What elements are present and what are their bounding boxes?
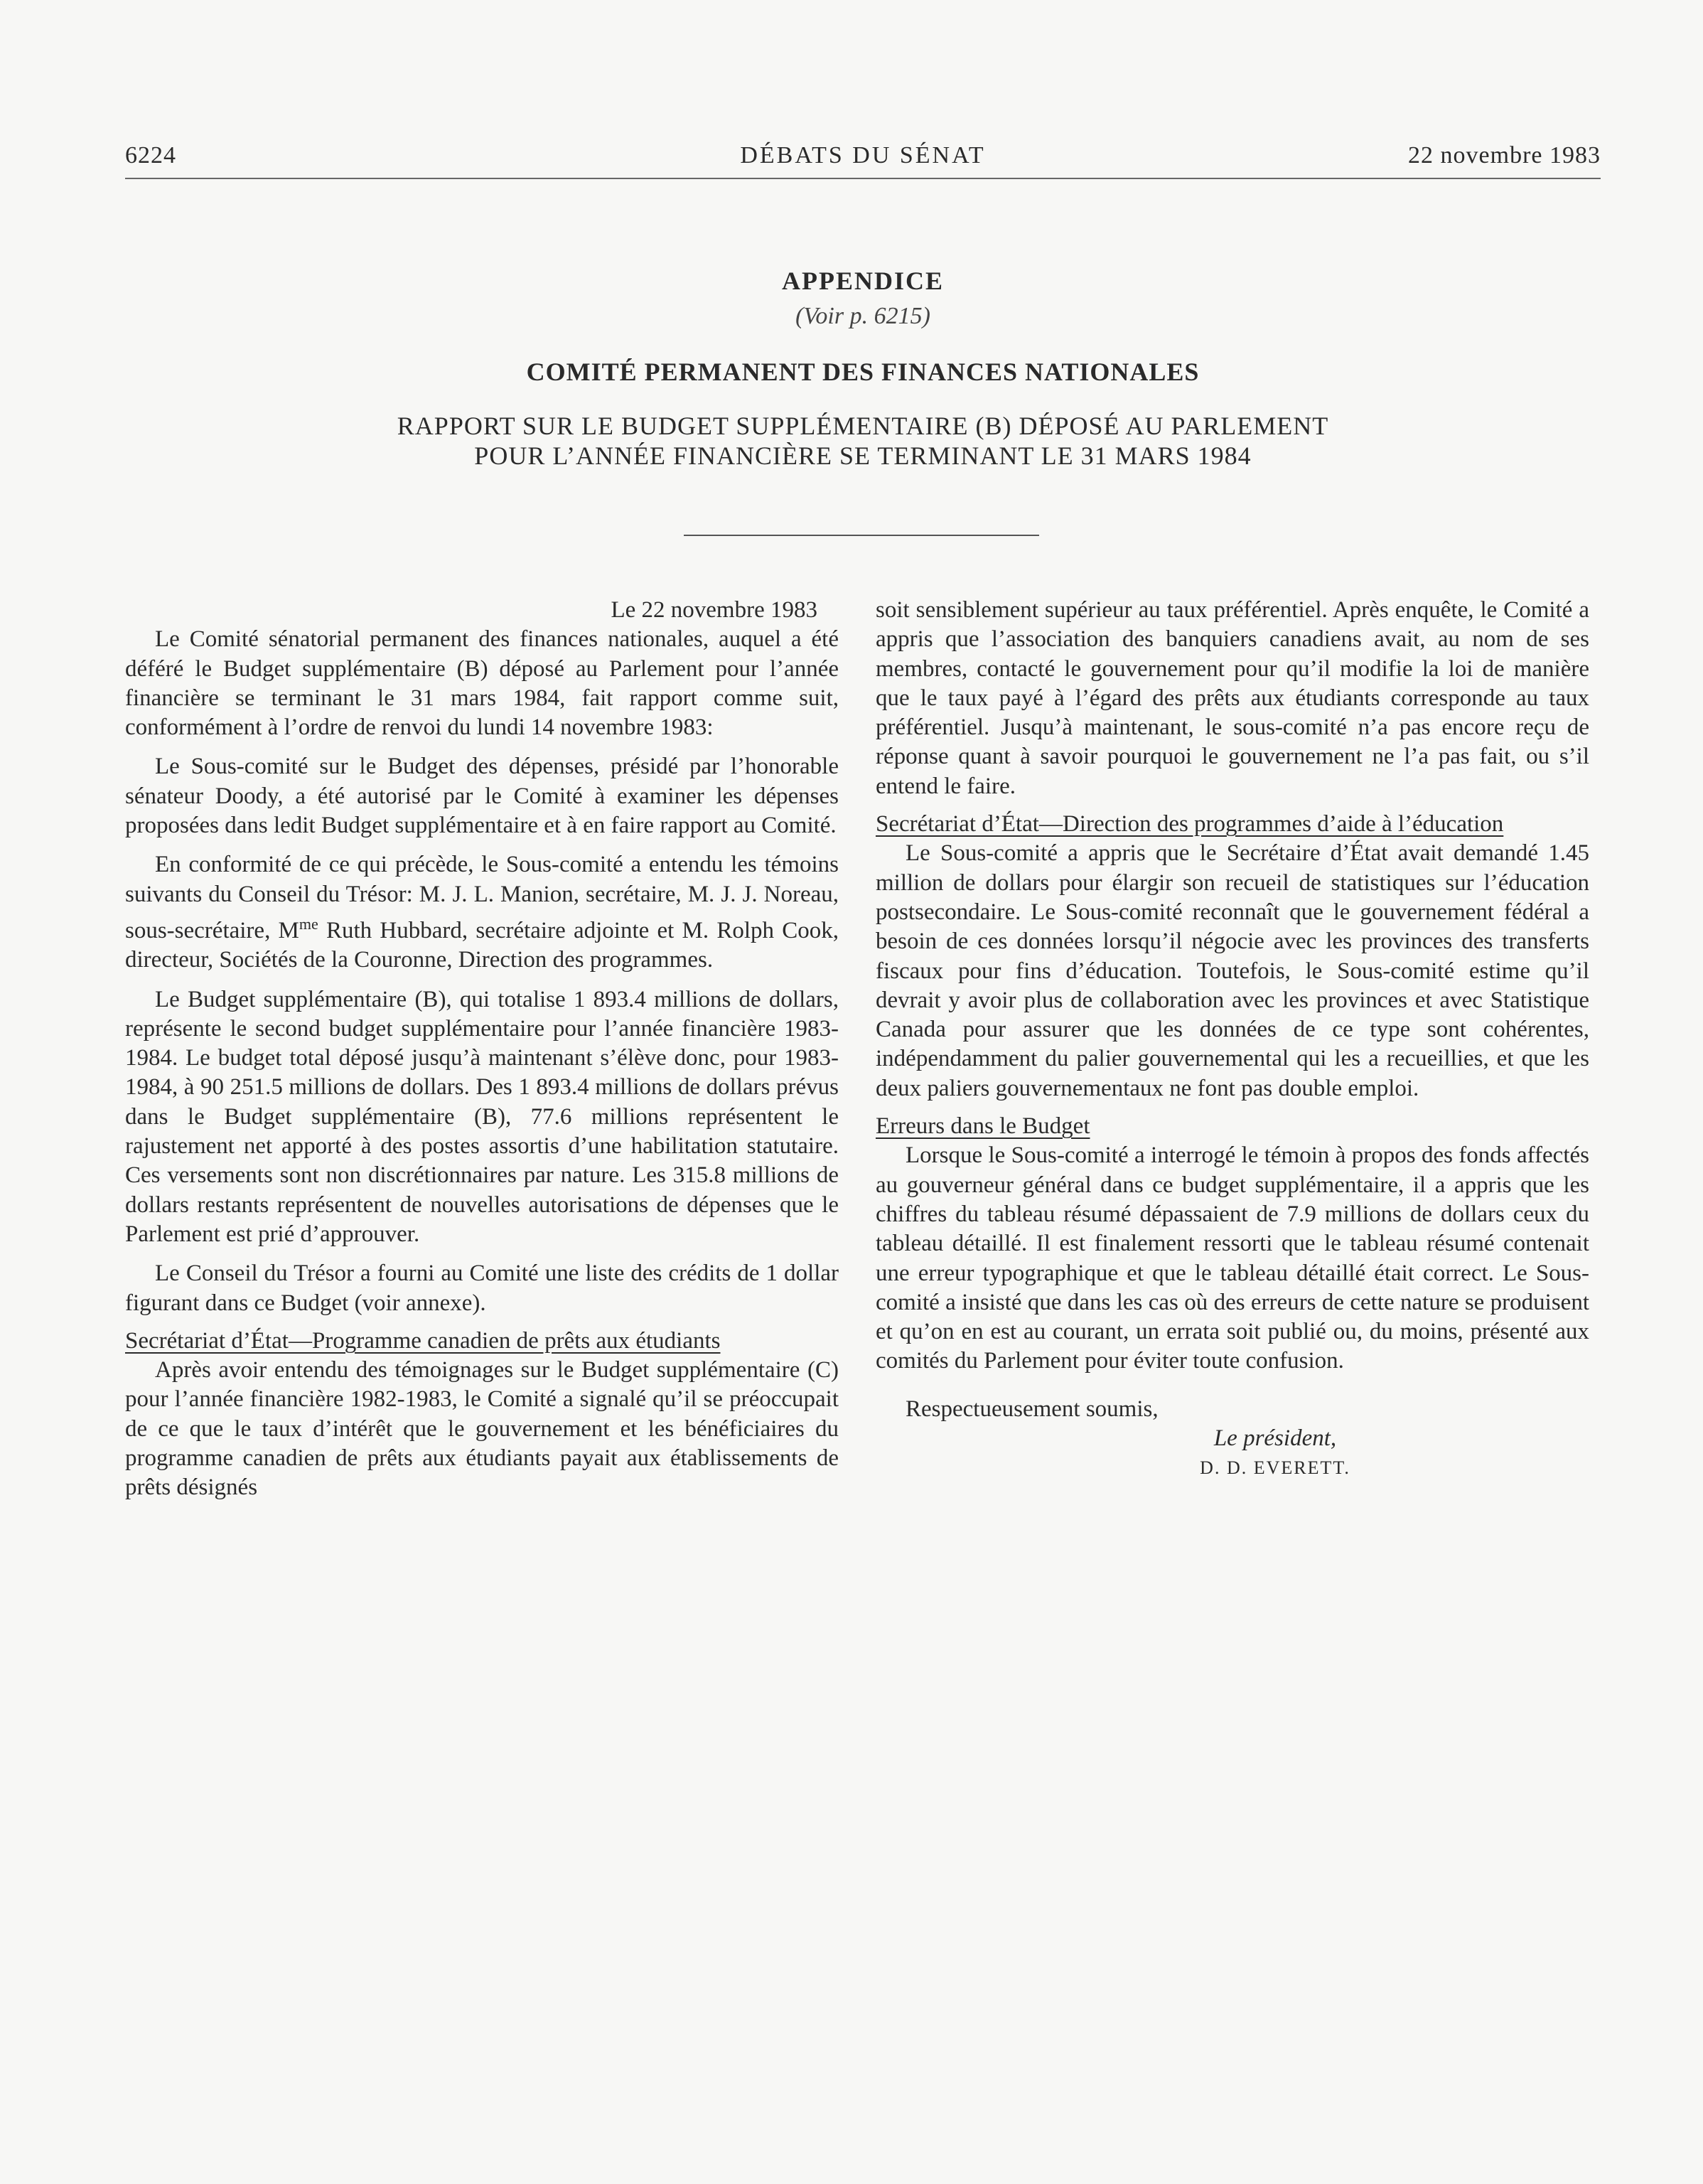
heading-block [125, 263, 1601, 471]
paragraph-text: En conformité de ce qui précède, le Sous-comité a entendu les témoins suivants du Conseil du Trésor: M. J. L. Manion, secrétaire, M. J. J. Noreau, sous-secrétaire, M [125, 852, 839, 943]
paragraph: Le Sous-comité sur le Budget des dépenses, présidé par l’honorable sénateur Doody, a été autorisé par le Comité à examiner les dépenses proposées dans ledit Budget supplémentaire et à en faire rapport au Comité. [125, 754, 839, 839]
subheading-text: Erreurs dans le Budget [876, 1113, 1090, 1140]
paragraph: Lorsque le Sous-comité a interrogé le témoin à propos des fonds affectés au gouverneur général dans ce budget supplémentaire, il a appris que les chiffres du tableau résumé dépassaient de 7.9 millions de dollars ceux du tableau détaillé. Il est finalement ressorti que le tableau résumé contenait une erreur typographique et que le tableau détaillé était correct. Le Sous-comité a insisté que dans les cas où des erreurs de cette nature se produisent et qu’on en est au courant, un errata soit publié ou, du moins, présenté aux comités du Parlement pour éviter toute confusion. [876, 1142, 1589, 1374]
closing-line: Respectueusement soumis, [906, 1396, 1159, 1422]
paragraph-text: Ruth Hubbard, secrétaire adjointe et M. Rolph Cook, directeur, Sociétés de la Couronne, Direction des programmes. [125, 917, 839, 973]
report-title-line-1: RAPPORT SUR LE BUDGET SUPPLÉMENTAIRE (B) DÉPOSÉ AU PARLEMENT [397, 412, 1329, 440]
subheading-text: Secrétariat d’État—Programme canadien de prêts aux étudiants [125, 1327, 721, 1354]
paragraph: Le Budget supplémentaire (B), qui totalise 1 893.4 millions de dollars, représente le second budget supplémentaire pour l’année financière 1983-1984. Le budget total déposé jusqu’à maintenant s’élève donc, pour 1983-1984, à 90 251.5 millions de dollars. Des 1 893.4 millions de dollars prévus dans le Budget supplémentaire (B), 77.6 millions représentent le rajustement net apporté à des postes assortis d’une habilitation statutaire. Ces versements sont non discrétionnaires par nature. Les 315.8 millions de dollars restants représentent de nouvelles autorisations de dépenses que le Parlement est prié d’approuver. [125, 986, 839, 1247]
signature-name: D. D. EVERETT. [1200, 1457, 1350, 1479]
subheading [125, 1327, 839, 1356]
subheading [876, 810, 1589, 839]
committee-title: COMITÉ PERMANENT DES FINANCES NATIONALES [526, 358, 1200, 386]
section-divider [684, 535, 1039, 536]
subheading-text: Secrétariat d’État—Direction des programmes d’aide à l’éducation [876, 811, 1504, 837]
subheading [876, 1112, 1589, 1141]
paragraph: Après avoir entendu des témoignages sur le Budget supplémentaire (C) pour l’année financière 1982-1983, le Comité a signalé qu’il se préoccupait de ce que le taux d’intérêt que le gouvernement et les bénéficiaires du programme canadien de prêts aux étudiants payait aux établissements de prêts désignés [125, 1357, 839, 1501]
page-number: 6224 [125, 142, 176, 168]
paragraph [125, 850, 839, 975]
report-date: Le 22 novembre 1983 [611, 597, 817, 623]
running-head [125, 142, 1601, 179]
report-title [125, 411, 1601, 471]
right-column [876, 596, 1589, 1483]
superscript: me [299, 914, 318, 933]
paragraph: Le Comité sénatorial permanent des finances nationales, auquel a été déféré le Budget supplémentaire (B) déposé au Parlement pour l’année financière se terminant le 31 mars 1984, fait rapport comme suit, conformément à l’ordre de renvoi du lundi 14 novembre 1983: [125, 626, 839, 741]
paragraph: Le Conseil du Trésor a fourni au Comité une liste des crédits de 1 dollar figurant dans ce Budget (voir annexe). [125, 1260, 839, 1316]
signature-title: Le président, [1213, 1425, 1337, 1452]
appendix-title: APPENDICE [781, 267, 944, 295]
page-reference: (Voir p. 6215) [795, 303, 930, 329]
paragraph: Le Sous-comité a appris que le Secrétaire d’État avait demandé 1.45 million de dollars pour élargir son recueil de statistiques sur l’éducation postsecondaire. Le Sous-comité reconnaît que le gouvernement fédéral a besoin de ces données lorsqu’il négocie avec les provinces des transferts fiscaux pour fins d’éducation. Toutefois, le Sous-comité estime qu’il devrait y avoir plus de collaboration avec les provinces et avec Statistique Canada pour assurer que les données de ce type sont cohérentes, indépendamment du palier gouvernemental qui les a recueillies, et que les deux paliers gouvernementaux ne font pas double emploi. [876, 840, 1589, 1101]
header-date: 22 novembre 1983 [1408, 142, 1601, 168]
paragraph: soit sensiblement supérieur au taux préférentiel. Après enquête, le Comité a appris que l’association des banquiers canadiens avait, au nom de ses membres, contacté le gouvernement pour qu’il modifie la loi de manière que le taux payé à l’égard des prêts aux étudiants corresponde au taux préférentiel. Jusqu’à maintenant, le sous-comité n’a pas encore reçu de réponse quant à savoir pourquoi le gouvernement ne l’a pas fait, ou s’il entend le faire. [876, 597, 1589, 799]
left-column [125, 596, 839, 1503]
report-title-line-2: POUR L’ANNÉE FINANCIÈRE SE TERMINANT LE 31 MARS 1984 [474, 441, 1252, 470]
publication-title: DÉBATS DU SÉNAT [740, 142, 986, 168]
